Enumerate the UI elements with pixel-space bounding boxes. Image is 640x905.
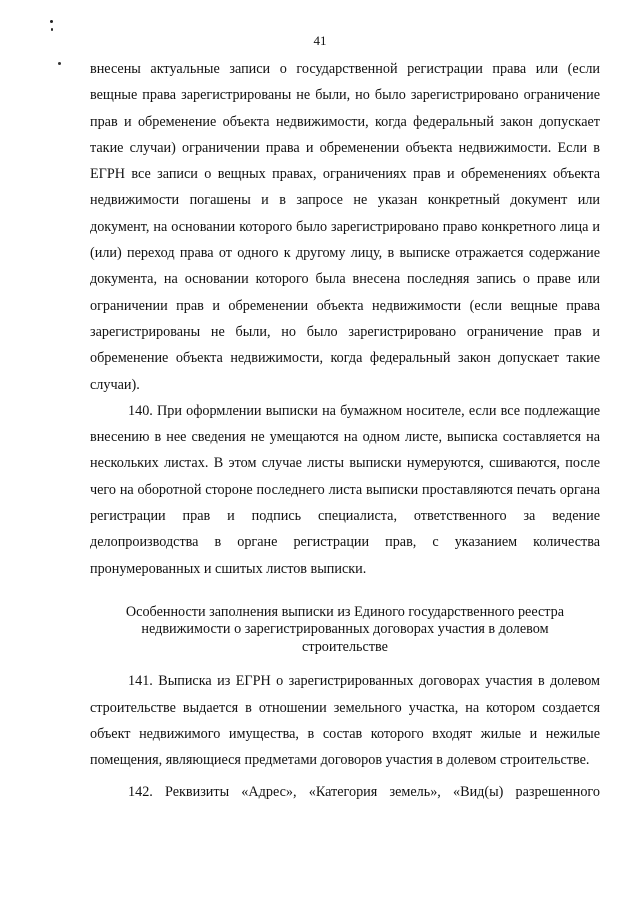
scan-mark (50, 20, 53, 23)
paragraph-142: 142. Реквизиты «Адрес», «Категория земель», «Вид(ы) разрешенного (128, 783, 600, 800)
page-number: 41 (313, 33, 327, 48)
heading-line: строительстве (302, 638, 388, 655)
paragraph-140: 140. При оформлении выписки на бумажном носителе, если все подлежащие внесению в нее сведения не умещаются на одном листе, выписка составляется на нескольких листах. В этом случае листы выписки нумеруются, сшиваются, после чего на оборотной стороне последнего листа выписки проставляются печать органа регистрации прав и подпись специалиста, ответственного за ведение делопроизводства в органе регистрации прав, с указанием количества пронумерованных и сшитых листов выписки. (90, 402, 600, 577)
section-heading (90, 604, 600, 657)
heading-line: Особенности заполнения выписки из Единого государственного реестра (125, 603, 565, 620)
heading-line: недвижимости о зарегистрированных договорах участия в долевом (141, 621, 549, 638)
scan-mark (51, 28, 53, 31)
paragraph-141: 141. Выписка из ЕГРН о зарегистрированных договорах участия в долевом строительстве выдается в отношении земельного участка, на котором создается объект недвижимого имущества, в состав которого входят жилые и нежилые помещения, являющиеся предметами договоров участия в долевом строительстве. (90, 673, 600, 769)
paragraph-continuation: внесены актуальные записи о государственной регистрации права или (если вещные права зарегистрированы не были, но было зарегистрировано ограничение прав и обременение объекта недвижимости, когда федеральный закон допускает такие случаи) ограничении права и обременении объекта недвижимости. Если в ЕГРН все записи о вещных правах, ограничениях прав и обременениях объекта недвижимости погашены и в запросе не указан конкретный документ или документ, на основании которого было зарегистрировано право конкретного лица и (или) переход права от одного к другому лицу, в выписке отражается содержание документа, на основании которого была внесена последняя запись о праве или ограничении прав и обременении объекта недвижимости (если вещные права зарегистрированы не были, но было зарегистрировано ограничение прав и обременение объекта недвижимости, когда федеральный закон допускает такие случаи). (90, 61, 600, 393)
scan-mark (58, 62, 61, 65)
document-body (90, 56, 600, 805)
